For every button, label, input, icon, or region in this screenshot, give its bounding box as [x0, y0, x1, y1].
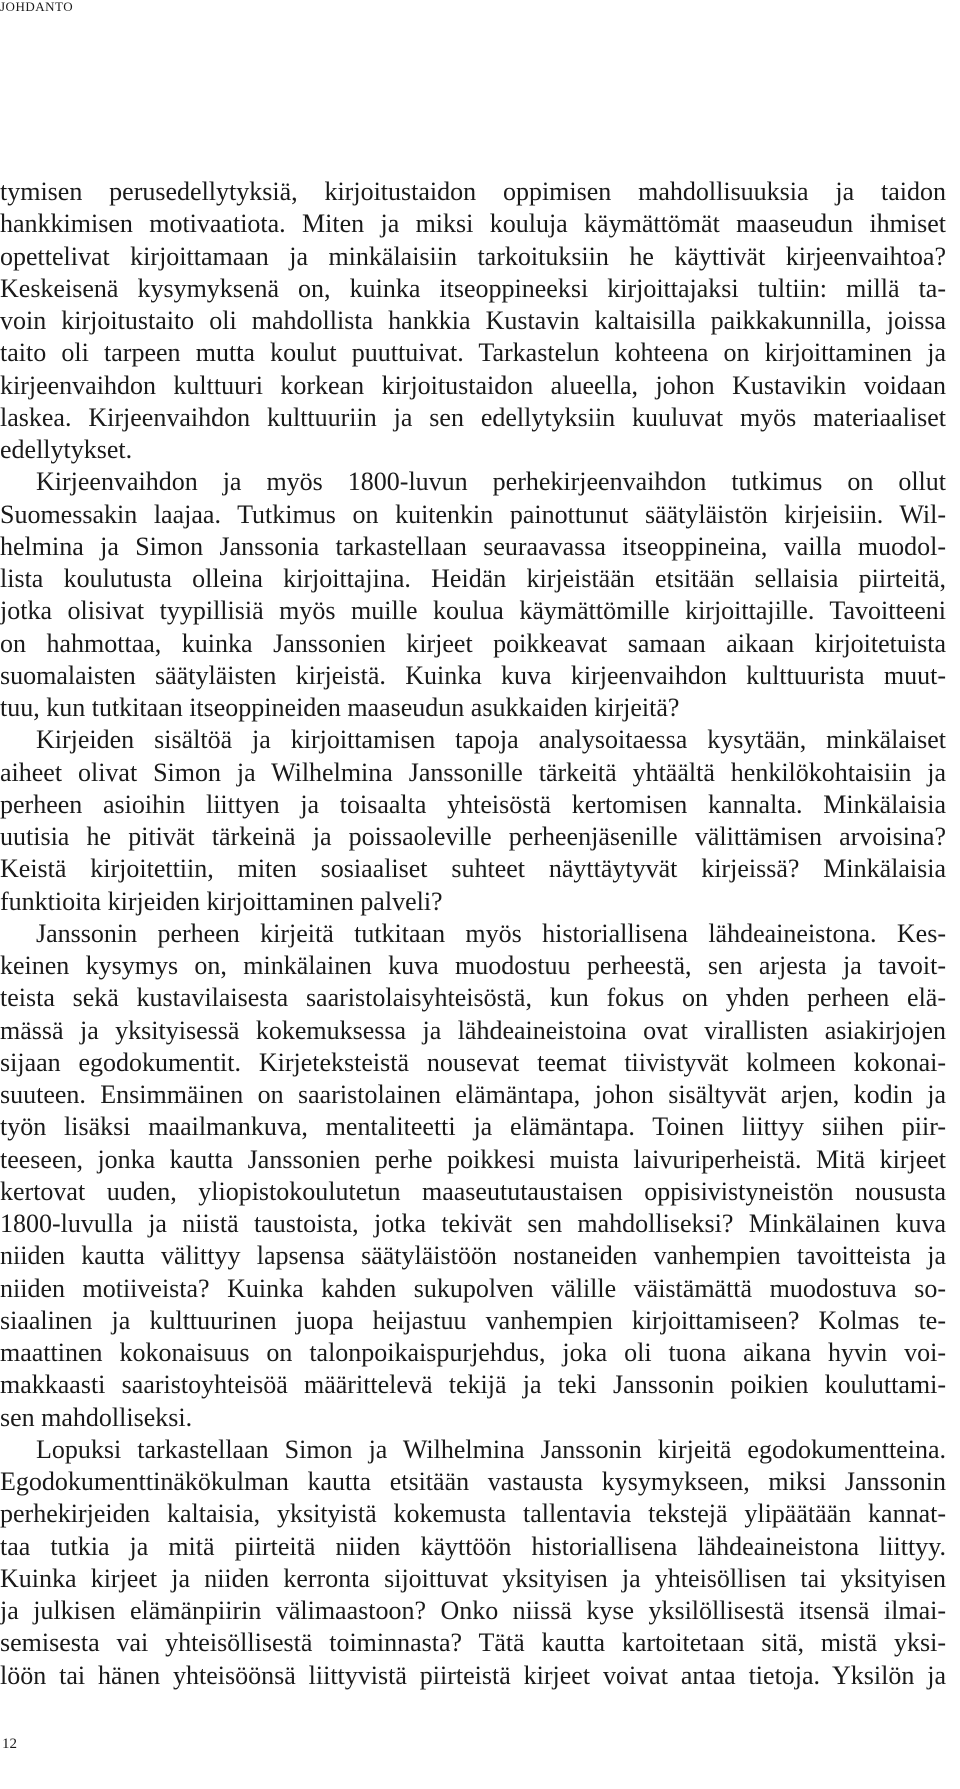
text-line: tymisen perusedellytyksiä, kirjoitustaidon oppimisen mahdollisuuksia ja taidon [0, 177, 946, 206]
text-line: teista sekä kustavilaisesta saaristolaisyhteisöstä, kun fokus on yhden perheen elä- [0, 983, 946, 1013]
text-line: niiden motiiveista? Kuinka kahden sukupolven välille väistämättä muodostuva so- [0, 1273, 946, 1303]
text-line: keinen kysymys on, minkälainen kuva muodostuu perheestä, sen arjesta ja tavoit- [0, 951, 946, 980]
text-line: helmina ja Simon Janssonia tarkastellaan seuraavassa itseoppineina, vailla muodol- [0, 531, 946, 561]
text-line: Kuinka kirjeet ja niiden kerronta sijoittuvat yksityisen ja yhteisöllisen tai yksityisen [0, 1563, 946, 1593]
text-line: uutisia he pitivät tärkeinä ja poissaoleville perheenjäsenille välittämisen arvoisina? [0, 822, 946, 851]
text-line: tuu, kun tutkitaan itseoppineiden maaseudun asukkaiden kirjeitä? [0, 693, 680, 722]
text-line: edellytykset. [0, 435, 133, 464]
text-line: maattinen kokonaisuus on talonpoikaispurjehdus, joka oli tuona aikana hyvin voi- [0, 1338, 946, 1367]
text-line: Keskeisenä kysymyksenä on, kuinka itseoppineeksi kirjoittajaksi tultiin: millä ta- [0, 273, 946, 303]
body-text [0, 176, 946, 1692]
text-line: jotka olisivat tyypillisiä myös muille koulua käymättömille kirjoittajille. Tavoitteeni [0, 596, 946, 626]
text-line: Egodokumenttinäkökulman kautta etsitään vastausta kysymykseen, miksi Janssonin [0, 1467, 946, 1496]
text-line: Keistä kirjoitettiin, miten sosiaaliset suhteet näyttäytyvät kirjeissä? Minkälaisia [0, 854, 946, 884]
page-number: 12 [2, 1736, 17, 1752]
text-line: suomalaisten säätyläisten kirjeistä. Kuinka kuva kirjeenvaihdon kulttuurista muut- [0, 660, 946, 690]
text-line: suuteen. Ensimmäinen on saaristolainen elämäntapa, johon sisältyvät arjen, kodin ja [0, 1080, 946, 1109]
text-line: sijaan egodokumentit. Kirjeteksteistä nousevat teemat tiivistyvät kolmeen kokonai- [0, 1047, 946, 1077]
text-line: taa tutkia ja mitä piirteitä niiden käyttöön historiallisena lähdeaineistona liittyy. [0, 1531, 946, 1561]
text-line: siaalinen ja kulttuurinen juopa heijastuu vanhempien kirjoittamiseen? Kolmas te- [0, 1305, 946, 1335]
running-head: JOHDANTO [0, 0, 74, 14]
text-line: on hahmottaa, kuinka Janssonien kirjeet poikkeavat samaan aikaan kirjoitetuista [0, 628, 946, 658]
text-line: kirjeenvaihdon kulttuuri korkean kirjoitustaidon alueella, johon Kustavikin voidaan [0, 370, 946, 400]
text-line: 1800-luvulla ja niistä taustoista, jotka tekivät sen mahdolliseksi? Minkälainen kuva [0, 1209, 946, 1238]
text-line: Kirjeiden sisältöä ja kirjoittamisen tapoja analysoitaessa kysytään, minkälaiset [36, 725, 946, 755]
text-line: Lopuksi tarkastellaan Simon ja Wilhelmina Janssonin kirjeitä egodokumentteina. [36, 1434, 946, 1464]
text-line: hankkimisen motivaatiota. Miten ja miksi kouluja käymättömät maaseudun ihmiset [0, 209, 946, 239]
text-line: funktioita kirjeiden kirjoittaminen palveli? [0, 886, 443, 916]
text-line: työn lisäksi maailmankuva, mentaliteetti ja elämäntapa. Toinen liittyy siihen piir- [0, 1112, 946, 1142]
text-line: semisesta vai yhteisöllisestä toiminnasta? Tätä kautta kartoitetaan sitä, mistä yksi- [0, 1628, 946, 1658]
text-line: kertovat uuden, yliopistokoulutetun maaseututaustaisen oppisivistyneistön noususta [0, 1176, 946, 1206]
text-line: niiden kautta välittyy lapsensa säätyläistöön nostaneiden vanhempien tavoitteista ja [0, 1241, 946, 1271]
text-line: voin kirjoitustaito oli mahdollista hankkia Kustavin kaltaisilla paikkakunnilla, joissa [0, 306, 946, 335]
text-line: sen mahdolliseksi. [0, 1402, 193, 1432]
text-line: Janssonin perheen kirjeitä tutkitaan myös historiallisena lähdeaineistona. Kes- [36, 918, 946, 948]
text-line: mässä ja yksityisessä kokemuksessa ja lähdeaineistoina ovat virallisten asiakirjojen [0, 1015, 946, 1045]
text-line: lista koulutusta olleina kirjoittajina. Heidän kirjeistään etsitään sellaisia piirteitä, [0, 564, 946, 593]
text-line: taito oli tarpeen mutta koulut puuttuivat. Tarkastelun kohteena on kirjoittaminen ja [0, 338, 946, 368]
text-line: perhekirjeiden kaltaisia, yksityistä kokemusta tallentavia tekstejä ylipäätään kannat- [0, 1499, 946, 1529]
text-line: Suomessakin laajaa. Tutkimus on kuitenkin painottunut säätyläistön kirjeisiin. Wil- [0, 499, 946, 529]
text-line: ja julkisen elämänpiirin välimaastoon? Onko niissä kyse yksilöllisestä itsensä ilmai- [0, 1596, 946, 1625]
text-line: makkaasti saaristoyhteisöä määrittelevä tekijä ja teki Janssonin poikien kouluttami- [0, 1370, 946, 1400]
text-line: aiheet olivat Simon ja Wilhelmina Janssonille tärkeitä yhtäältä henkilökohtaisiin ja [0, 757, 946, 787]
text-line: laskea. Kirjeenvaihdon kulttuuriin ja sen edellytyksiin kuuluvat myös materiaaliset [0, 402, 946, 432]
text-line: opettelivat kirjoittamaan ja minkälaisiin tarkoituksiin he käyttivät kirjeenvaihtoa? [0, 241, 946, 271]
text-line: löön tai hänen yhteisöönsä liittyvistä piirteistä kirjeet voivat antaa tietoja. Yksilön ja [0, 1660, 946, 1690]
text-line: Kirjeenvaihdon ja myös 1800-luvun perhekirjeenvaihdon tutkimus on ollut [36, 467, 946, 497]
text-line: perheen asioihin liittyen ja toisaalta yhteisöstä kertomisen kannalta. Minkälaisia [0, 789, 946, 819]
text-line: teeseen, jonka kautta Janssonien perhe poikkesi muista laivuriperheistä. Mitä kirjeet [0, 1144, 946, 1174]
